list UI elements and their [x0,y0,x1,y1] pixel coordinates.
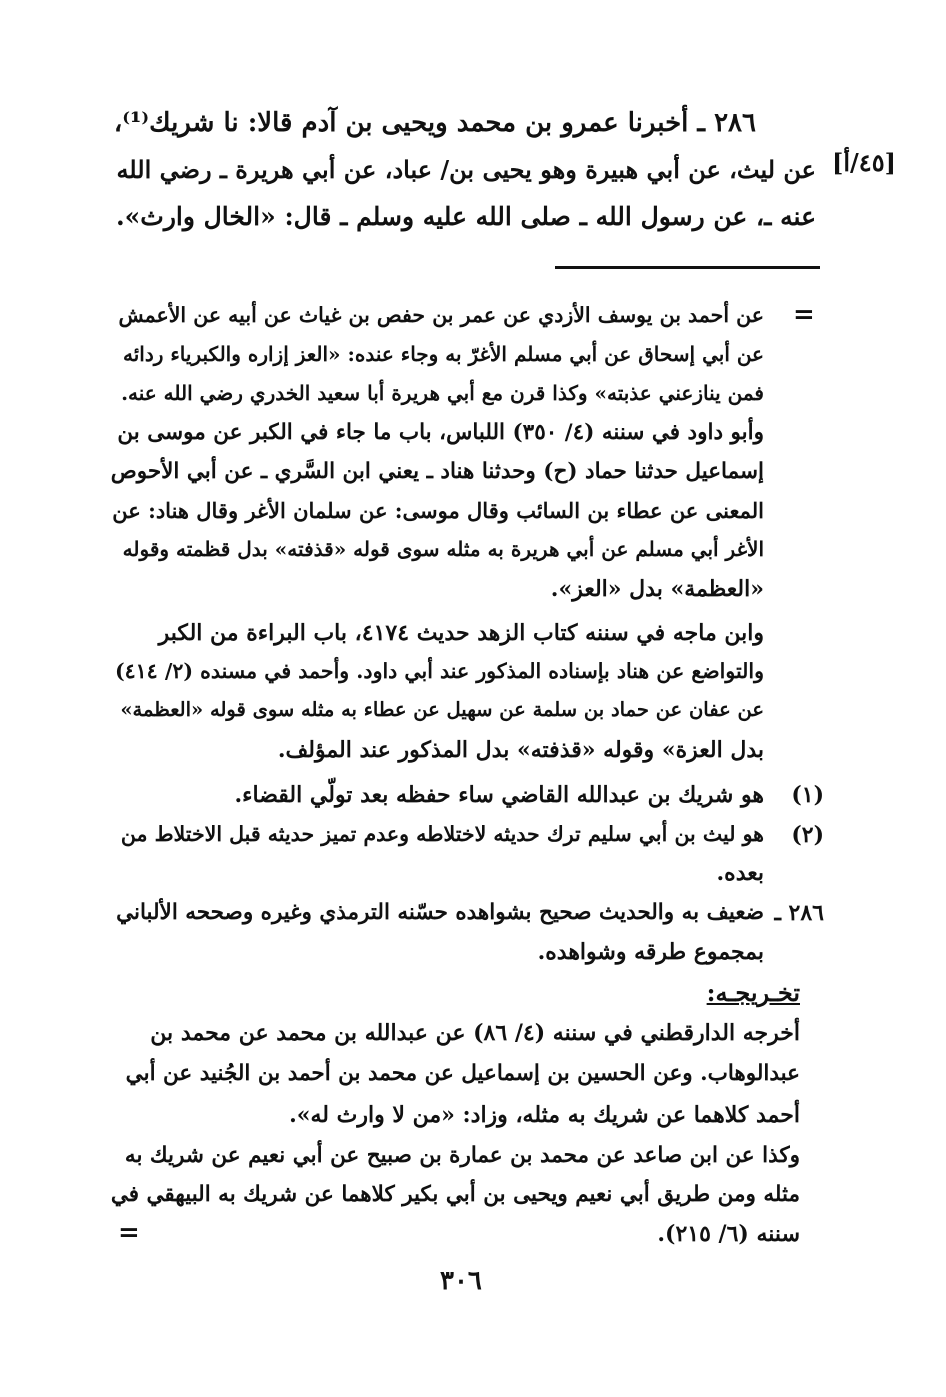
footnote-line: وابن ماجه في سننه كتاب الزهد حديث ٤١٧٤، باب البراءة من الكبر [158,620,764,646]
footnote-2-number: (٢) [791,822,824,848]
footnote-line: فمن ينازعني عذبته» وكذا قرن مع أبي هريرة أبا سعيد الخدري رضي الله عنه. [121,381,764,405]
takhrij-line: سننه (٦/ ٢١٥). [657,1221,800,1247]
takhrij-heading: تخـريجـه: [706,978,800,1007]
footnote-line: إسماعيل حدثنا حماد (ح) وحدثنا هناد ـ يعني ابن السَّري ـ عن أبي الأحوص [110,459,764,484]
footnote-1-text: هو شريك بن عبدالله القاضي ساء حفظه بعد تولّي القضاء. [234,782,764,808]
footnote-line: والتواضع عن هناد بإسناده المذكور عند أبي داود. وأحمد في مسنده (٢/ ٤١٤) [114,659,764,683]
takhrij-line: أحمد كلاهما عن شريك به مثله، وزاد: «من لا وارث له». [289,1102,800,1128]
hukm-line: ضعيف به والحديث صحيح بشواهده حسّنه الترمذي وغيره وصححه الألباني [116,900,764,925]
footnote-2-line: هو ليث بن أبي سليم ترك حديثه لاختلاطه وعدم تميز حديثه قبل الاختلاط من [120,822,764,846]
footnote-line: المعنى عن عطاء بن السائب وقال موسى: عن سلمان الأغر وقال هناد: عن [112,498,764,523]
hukm-line: بمجموع طرقه وشواهده. [537,939,764,965]
page-number: ٣٠٦ [440,1266,482,1296]
takhrij-line: وكذا عن ابن صاعد عن محمد بن عمارة بن صبيح عن أبي نعيم عن شريك به [124,1143,800,1168]
continuation-mark: = [793,300,815,330]
hadith-number-ref: ٢٨٦ ـ [774,900,824,926]
hadith-line-2: عن ليث، عن أبي هبيرة وهو يحيى بن/ عباد، عن أبي هريرة ـ رضي الله [116,155,816,184]
continued-mark: = [118,1218,140,1248]
footnote-line: الأغر أبي مسلم عن أبي هريرة به مثله سوى قوله «قذفته» بدل قظمته وقوله [122,537,764,561]
takhrij-line: مثله ومن طريق أبي نعيم ويحيى بن أبي بكير كلاهما عن شريك به البيهقي في [110,1182,800,1207]
footnote-line: عن أبي إسحاق عن أبي مسلم الأغرّ به وجاء عنده: «العز إزاره والكبرياء ردائه [123,342,764,366]
hadith-line-3: عنه ـ، عن رسول الله ـ صلى الله عليه وسلم ـ قال: «الخال وارث». [115,202,816,231]
margin-folio-reference: [٤٥/أ] [832,148,896,177]
footnote-separator [555,266,820,269]
hadith-line-1: ٢٨٦ ـ أخبرنا عمرو بن محمد ويحيى بن آدم قالا: نا شريك⁽¹⁾، [113,108,756,138]
footnote-line: وأبو داود في سننه (٤/ ٣٥٠) اللباس، باب ما جاء في الكبر عن موسى بن [117,420,764,445]
takhrij-line: أخرجه الدارقطني في سننه (٤/ ٨٦) عن عبدالله بن محمد عن محمد بن [150,1020,800,1046]
footnote-2-line: بعده. [716,860,764,886]
footnote-line: عن عفان عن حماد بن سلمة عن سهيل عن عطاء به مثله سوى قوله «العظمة» [120,698,764,721]
footnote-1-number: (١) [791,782,824,808]
footnote-line: بدل العزة» وقوله «قذفته» بدل المذكور عند المؤلف. [277,737,764,763]
footnote-line: عن أحمد بن يوسف الأزدي عن عمر بن حفص بن غياث عن أبيه عن الأعمش [118,303,764,327]
footnote-line: «العظمة» بدل «العز». [550,576,764,602]
takhrij-line: عبدالوهاب. وعن الحسين بن إسماعيل عن محمد بن أحمد بن الجُنيد عن أبي [125,1061,800,1086]
